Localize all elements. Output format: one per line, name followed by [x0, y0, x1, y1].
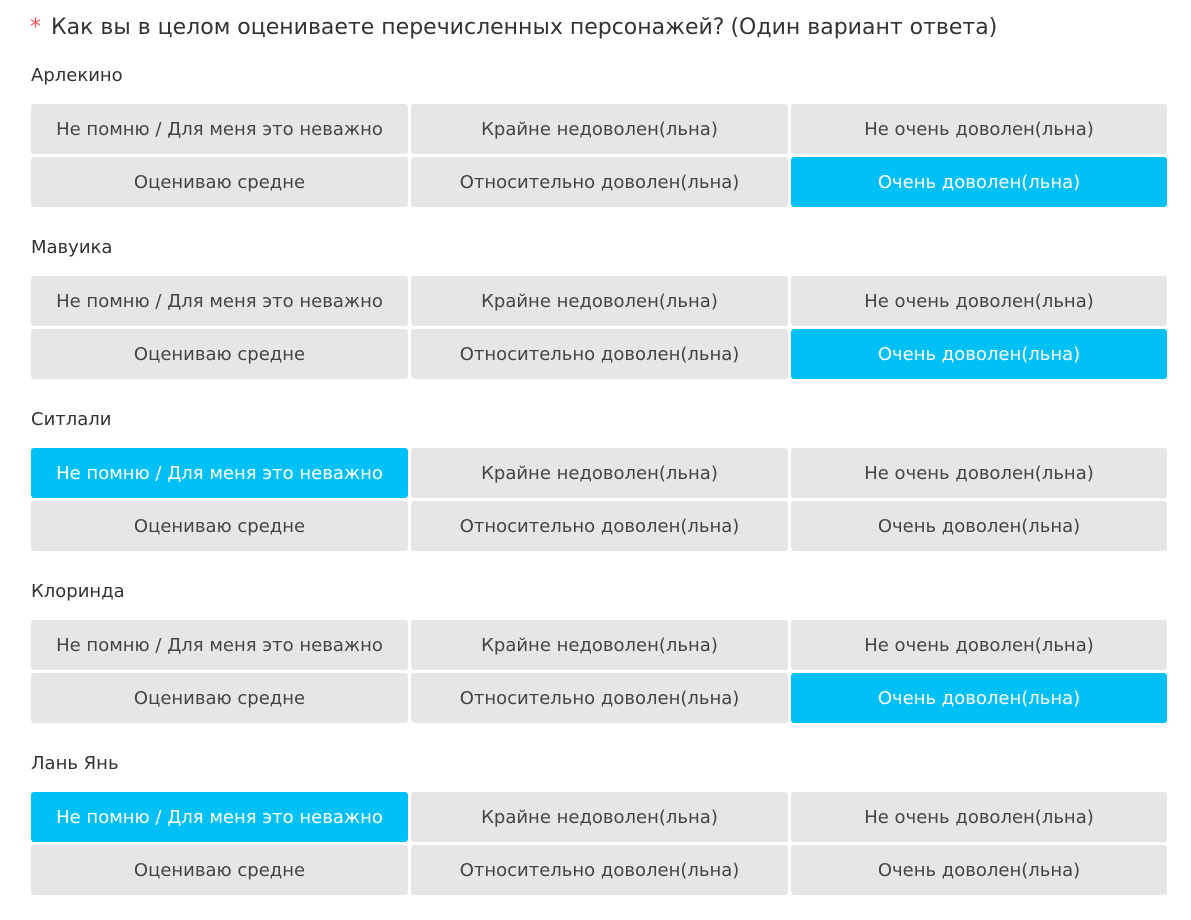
- rating-option[interactable]: Очень доволен(льна): [791, 673, 1167, 723]
- rating-option[interactable]: Оцениваю средне: [31, 845, 408, 895]
- rating-option[interactable]: Не очень доволен(льна): [791, 792, 1167, 842]
- option-grid: [31, 276, 1167, 379]
- rating-option[interactable]: Не помню / Для меня это неважно: [31, 448, 408, 498]
- rating-option[interactable]: Оцениваю средне: [31, 501, 408, 551]
- question-title: [30, 14, 997, 42]
- question-hint: (Один вариант ответа): [730, 15, 998, 40]
- rating-option[interactable]: Крайне недоволен(льна): [411, 448, 788, 498]
- rating-option[interactable]: Очень доволен(льна): [791, 157, 1167, 207]
- rating-option[interactable]: Не очень доволен(льна): [791, 276, 1167, 326]
- rating-option[interactable]: Относительно доволен(льна): [411, 673, 788, 723]
- rating-option[interactable]: Очень доволен(льна): [791, 501, 1167, 551]
- rating-option[interactable]: Относительно доволен(льна): [411, 501, 788, 551]
- character-label: Арлекино: [31, 65, 123, 86]
- character-label: Клоринда: [31, 581, 125, 602]
- option-grid: [31, 104, 1167, 207]
- rating-option[interactable]: Оцениваю средне: [31, 329, 408, 379]
- rating-option[interactable]: Не очень доволен(льна): [791, 104, 1167, 154]
- rating-option[interactable]: Крайне недоволен(льна): [411, 792, 788, 842]
- question-text: Как вы в целом оцениваете перечисленных персонажей?: [51, 15, 725, 40]
- rating-option[interactable]: Очень доволен(льна): [791, 329, 1167, 379]
- rating-option[interactable]: Относительно доволен(льна): [411, 157, 788, 207]
- rating-option[interactable]: Не помню / Для меня это неважно: [31, 620, 408, 670]
- rating-option[interactable]: Крайне недоволен(льна): [411, 104, 788, 154]
- rating-option[interactable]: Не помню / Для меня это неважно: [31, 104, 408, 154]
- character-label: Мавуика: [31, 237, 113, 258]
- required-mark: *: [30, 15, 41, 40]
- option-grid: [31, 792, 1167, 895]
- rating-option[interactable]: Не помню / Для меня это неважно: [31, 792, 408, 842]
- rating-option[interactable]: Не очень доволен(льна): [791, 448, 1167, 498]
- option-grid: [31, 448, 1167, 551]
- rating-option[interactable]: Крайне недоволен(льна): [411, 620, 788, 670]
- rating-option[interactable]: Оцениваю средне: [31, 673, 408, 723]
- rating-option[interactable]: Оцениваю средне: [31, 157, 408, 207]
- character-label: Ситлали: [31, 409, 112, 430]
- rating-option[interactable]: Относительно доволен(льна): [411, 845, 788, 895]
- rating-option[interactable]: Не очень доволен(льна): [791, 620, 1167, 670]
- rating-option[interactable]: Очень доволен(льна): [791, 845, 1167, 895]
- character-label: Лань Янь: [31, 753, 119, 774]
- rating-option[interactable]: Крайне недоволен(льна): [411, 276, 788, 326]
- option-grid: [31, 620, 1167, 723]
- rating-option[interactable]: Относительно доволен(льна): [411, 329, 788, 379]
- rating-option[interactable]: Не помню / Для меня это неважно: [31, 276, 408, 326]
